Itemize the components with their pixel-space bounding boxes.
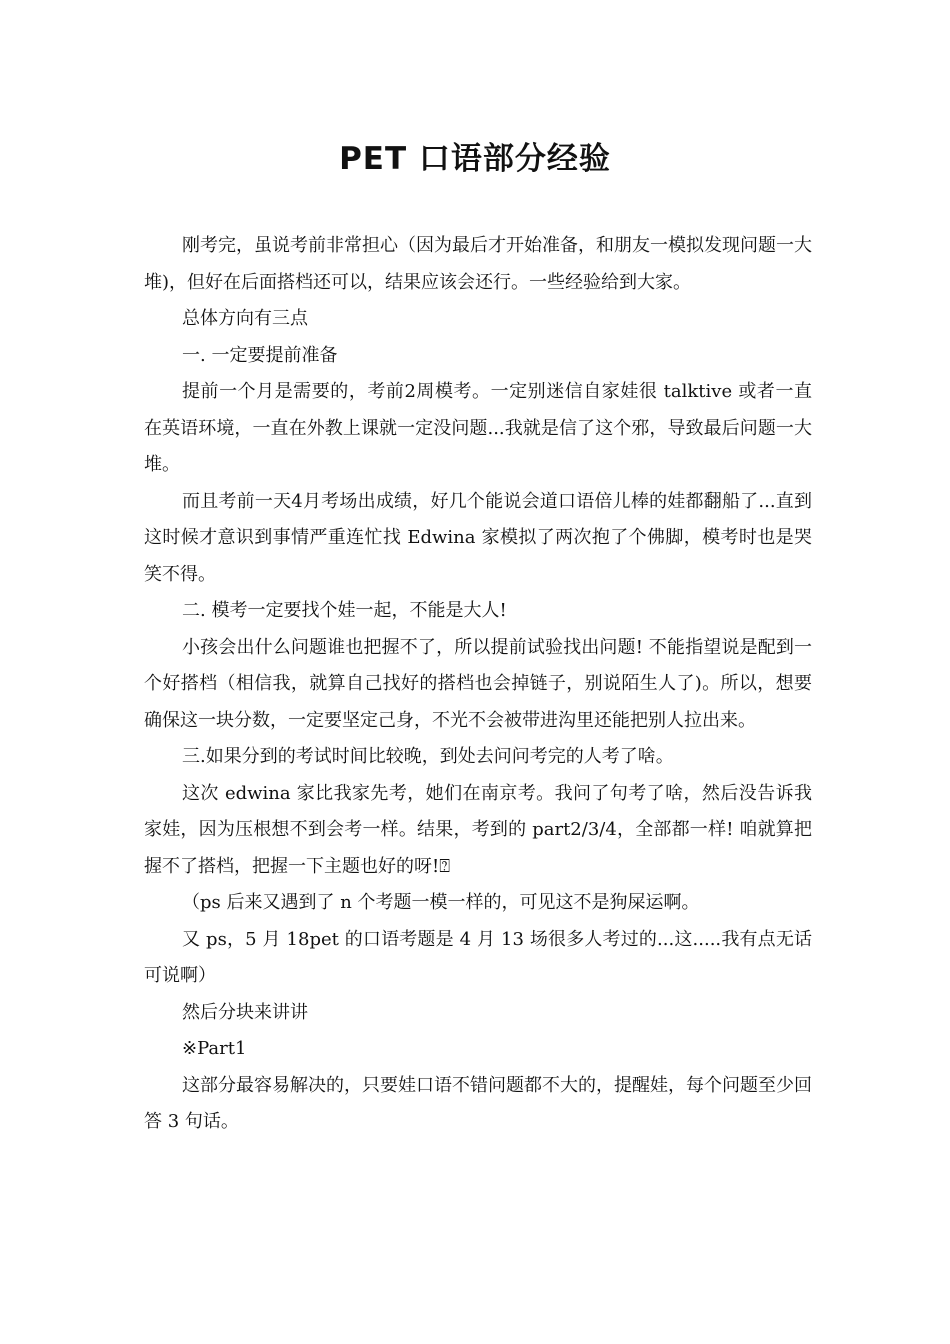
paragraph-results-day: 而且考前一天4月考场出成绩，好几个能说会道口语倍儿棒的娃都翻船了...直到这时候才意识到事情严重连忙找 Edwina 家模拟了两次抱了个佛脚，模考时也是哭笑不得。: [144, 490, 812, 585]
paragraph-edwina: 这次 edwina 家比我家先考，她们在南京考。我问了句考了啥，然后没告诉我家娃，因为压根想不到会考一样。结果，考到的 part2/3/4，全部都一样! 咱就算把握不了搭档，把握一下主题也好的呀!⍰: [144, 782, 812, 877]
paragraph-ps-one: （ps 后来又遇到了 n 个考题一模一样的，可见这不是狗屎运啊。: [182, 892, 700, 913]
document-body: [144, 228, 812, 1141]
heading-part1: ※Part1: [182, 1038, 247, 1059]
document-title: PET 口语部分经验: [339, 141, 611, 177]
paragraph-part1: 这部分最容易解决的，只要娃口语不错问题都不大的，提醒娃，每个问题至少回答 3 句话。: [144, 1074, 812, 1132]
paragraph-intro: 刚考完，虽说考前非常担心（因为最后才开始准备，和朋友一模拟发现问题一大堆)，但好在后面搭档还可以，结果应该会还行。一些经验给到大家。: [144, 235, 812, 293]
heading-point-three: 三.如果分到的考试时间比较晚，到处去问问考完的人考了啥。: [182, 746, 674, 767]
heading-point-one: 一. 一定要提前准备: [182, 344, 338, 366]
heading-point-two: 二. 模考一定要找个娃一起，不能是大人!: [182, 600, 507, 621]
paragraph-prepare-early: 提前一个月是需要的，考前2周模考。一定别迷信自家娃很 talktive 或者一直在英语环境，一直在外教上课就一定没问题...我就是信了这个邪，导致最后问题一大堆。: [144, 381, 812, 475]
paragraph-ps-two: 又 ps，5 月 18pet 的口语考题是 4 月 13 场很多人考过的...这.....我有点无话可说啊）: [144, 928, 812, 986]
paragraph-partner: 小孩会出什么问题谁也把握不了，所以提前试验找出问题! 不能指望说是配到一个好搭档（相信我，就算自己找好的搭档也会掉链子，别说陌生人了)。所以，想要确保这一块分数，一定要坚定己身，不光不会被带进沟里还能把别人拉出来。: [144, 636, 812, 731]
paragraph-overview: 总体方向有三点: [182, 308, 308, 329]
paragraph-sections-intro: 然后分块来讲讲: [182, 1001, 308, 1023]
